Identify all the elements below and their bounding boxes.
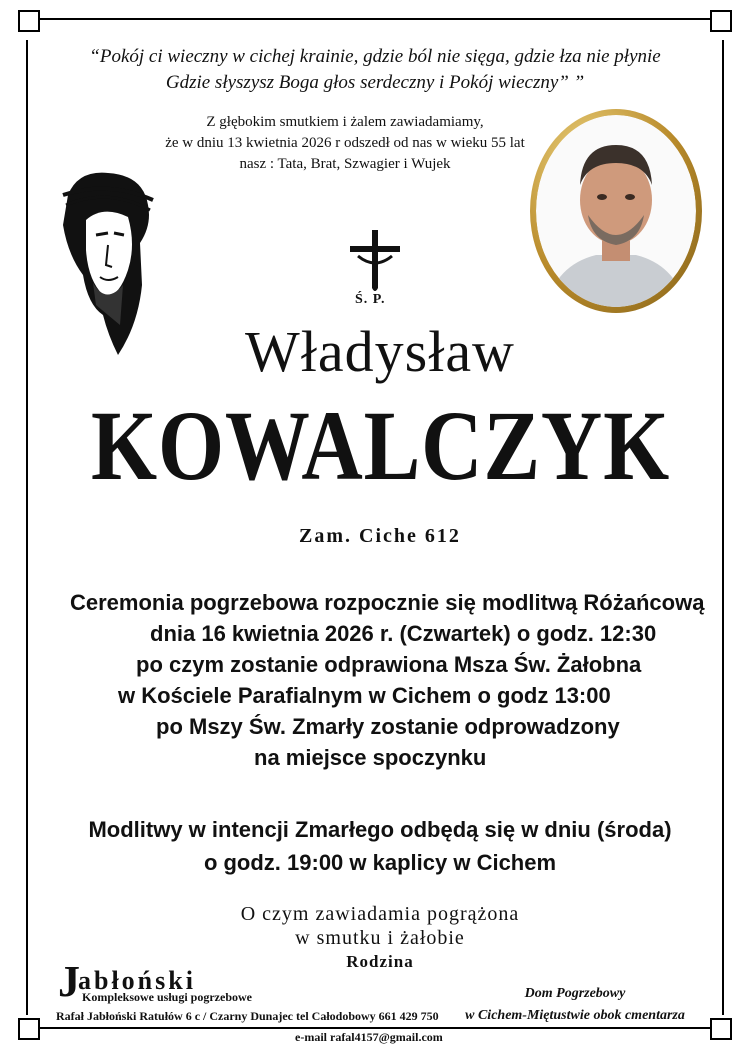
ceremony-line-5: po Mszy Św. Zmarły zostanie odprowadzony [156,714,620,739]
last-name: KOWALCZYK [91,390,671,501]
ceremony-line-6: na miejsce spoczynku [254,745,487,770]
funeral-home-location [455,983,695,1027]
corner-top-left [18,10,40,32]
quote-line-2: Gdzie słyszysz Boga głos serdeczny i Pokój wieczny” ” [165,72,585,93]
first-name: Władysław [245,319,515,384]
portrait-frame [530,109,702,313]
quote-line-1: “Pokój ci wieczny w cichej krainie, gdzie ból nie sięga, gdzie łza nie płynie [89,46,661,67]
ceremony-line-3: po czym zostanie odprawiona Msza Św. Żałobna [136,652,642,677]
frame-right [722,40,724,1015]
funeral-home-address: Rafał Jabłoński Ratułów 6 c / Czarny Dunajec tel Całodobowy 661 429 750 [56,1009,439,1023]
family-line-1: O czym zawiadamia pogrążona [240,903,520,925]
address: Zam. Ciche 612 [299,525,461,547]
memorial-quote [30,44,720,96]
family-notice [180,902,580,974]
logo-name: abłoński [78,966,196,995]
christ-head-illustration [48,165,160,360]
logo-subtitle: Kompleksowe usługi pogrzebowe [82,990,253,1004]
ceremony-line-2: dnia 16 kwietnia 2026 r. (Czwartek) o godz. 12:30 [150,621,657,646]
family-line-2: w smutku i żałobie [295,927,465,949]
intro-line-2: że w dniu 13 kwietnia 2026 r odszedł od nas w wieku 55 lat [165,135,525,151]
announcement-intro [150,112,540,175]
corner-bottom-right [710,1018,732,1040]
cross-icon [348,228,402,296]
intro-line-1: Z głębokim smutkiem i żalem zawiadamiamy, [206,114,484,130]
frame-top [40,18,711,20]
prayers-info [40,813,720,879]
ceremony-line-4: w Kościele Parafialnym w Cichem o godz 13:00 [118,683,611,708]
corner-bottom-left [18,1018,40,1040]
prayers-line-2: o godz. 19:00 w kaplicy w Cichem [203,850,557,875]
sp-label: Ś. P. [355,292,386,307]
frame-left [26,40,28,1015]
intro-line-3: nasz : Tata, Brat, Szwagier i Wujek [239,156,451,172]
corner-top-right [710,10,732,32]
ceremony-info [40,587,720,773]
contact-email: e-mail rafal4157@gmail.com [295,1030,443,1044]
dom-line-2: w Cichem-Miętustwie obok cmentarza [465,1008,685,1023]
portrait-photo [536,115,696,307]
frame-bottom [40,1027,711,1029]
ceremony-line-1: Ceremonia pogrzebowa rozpocznie się modlitwą Różańcową [70,590,705,615]
logo-letter: J [58,957,80,1006]
prayers-line-1: Modlitwy w intencji Zmarłego odbędą się w dniu (środa) [88,817,672,842]
dom-line-1: Dom Pogrzebowy [524,986,626,1001]
family-signature: Rodzina [346,952,414,971]
